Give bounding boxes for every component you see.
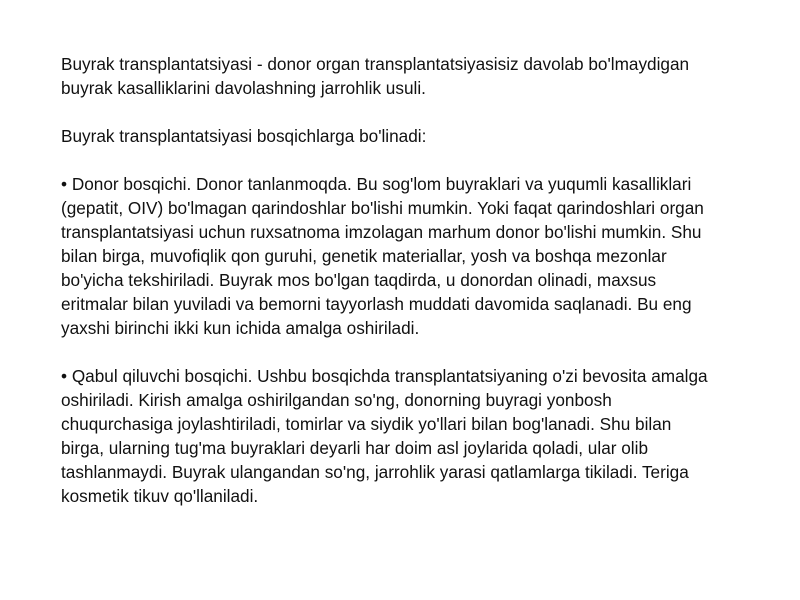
stages-heading: Buyrak transplantatsiyasi bosqichlarga bo'linadi: bbox=[61, 126, 427, 146]
bullet-marker: • bbox=[61, 366, 68, 386]
bullet-marker: • bbox=[61, 174, 68, 194]
intro-paragraph: Buyrak transplantatsiyasi - donor organ transplantatsiyasisiz davolab bo'lmaydigan buyrak kasalliklarini davolashning jarrohlik usuli. bbox=[61, 54, 690, 98]
document-body bbox=[61, 52, 711, 508]
bullet-donor-stage bbox=[61, 172, 711, 340]
bullet-text: Donor bosqichi. Donor tanlanmoqda. Bu sog'lom buyraklari va yuqumli kasalliklari (gepatit, OIV) bo'lmagan qarindoshlar bo'lishi mumkin. Yoki faqat qarindoshlari organ transplantatsiyasi uchun ruxsatnoma imzolagan marhum donor bo'lishi mumkin. Shu bilan birga, muvofiqlik qon guruhi, genetik materiallar, yosh va boshqa mezonlar bo'yicha tekshiriladi. Buyrak mos bo'lgan taqdirda, u donordan olinadi, maxsus eritmalar bilan yuviladi va bemorni tayyorlash muddati davomida saqlanadi. Bu eng yaxshi birinchi ikki kun ichida amalga oshiriladi. bbox=[61, 174, 704, 338]
bullet-text: Qabul qiluvchi bosqichi. Ushbu bosqichda transplantatsiyaning o'zi bevosita amalga oshiriladi. Kirish amalga oshirilgandan so'ng, donorning buyragi yonbosh chuqurchasiga joylashtiriladi, tomirlar va siydik yo'llari bilan bog'lanadi. Shu bilan birga, ularning tug'ma buyraklari deyarli har doim asl joylarida qoladi, ular olib tashlanmaydi. Buyrak ulangandan so'ng, jarrohlik yarasi qatlamlarga tikiladi. Teriga kosmetik tikuv qo'llaniladi. bbox=[61, 366, 708, 506]
bullet-recipient-stage bbox=[61, 364, 711, 508]
